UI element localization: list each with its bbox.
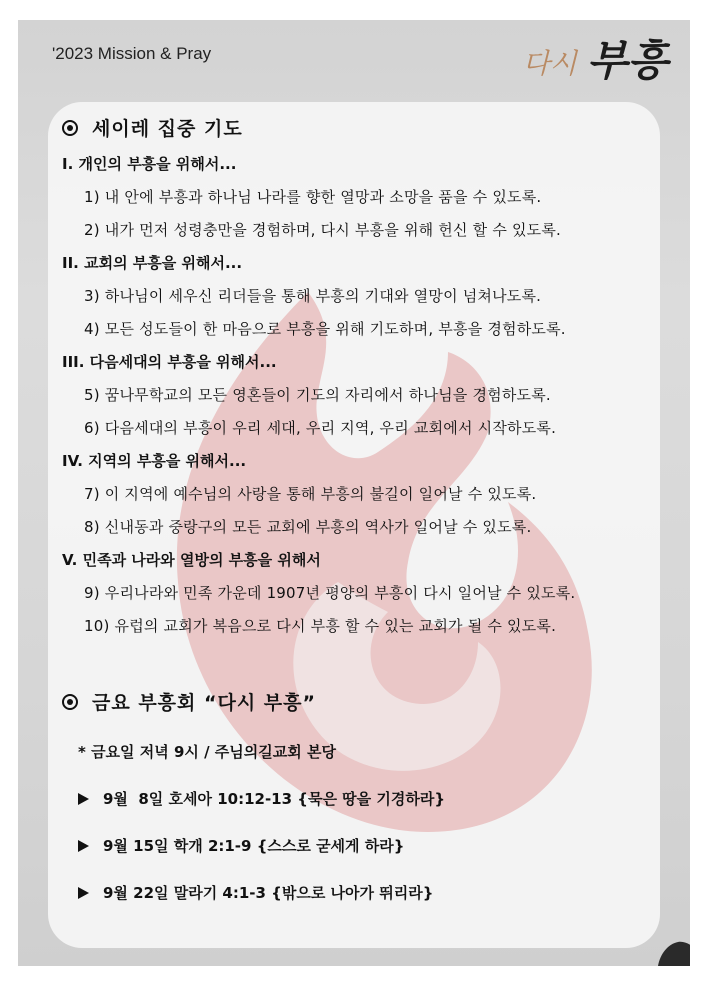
triangle-bullet-icon [78, 840, 89, 852]
sermon-item [78, 882, 650, 903]
section-title-revival [62, 688, 650, 715]
prayer-item: 7) 이 지역에 예수님의 사랑을 통해 부흥의 불길이 일어날 수 있도록. [84, 485, 537, 503]
logo-bold-text: 부흥 [586, 36, 668, 85]
prayer-group [62, 153, 650, 240]
sermon-text: 9월 22일 말라기 4:1-3 {밖으로 나아가 뛰리라} [103, 884, 434, 902]
poster [18, 20, 690, 966]
triangle-bullet-icon [78, 793, 89, 805]
group-title: III. 다음세대의 부흥을 위해서... [62, 353, 277, 371]
prayer-group [62, 351, 650, 438]
section-title-text: 금요 부흥회 “다시 부흥” [92, 692, 317, 714]
prayer-item: 10) 유럽의 교회가 복음으로 다시 부흥 할 수 있는 교회가 될 수 있도록. [84, 617, 557, 635]
sermon-text: 9월 15일 학개 2:1-9 {스스로 굳세게 하라} [103, 837, 405, 855]
group-title: V. 민족과 나라와 열방의 부흥을 위해서 [62, 551, 321, 569]
prayer-item: 9) 우리나라와 민족 가운데 1907년 평양의 부흥이 다시 일어날 수 있도록. [84, 584, 576, 602]
prayer-group [62, 252, 650, 339]
section-title-prayer [62, 114, 650, 141]
prayer-item: 5) 꿈나무학교의 모든 영혼들이 기도의 자리에서 하나님을 경험하도록. [84, 386, 551, 404]
section-title-text: 세이레 집중 기도 [92, 118, 243, 140]
prayer-item: 1) 내 안에 부흥과 하나님 나라를 향한 열망과 소망을 품을 수 있도록. [84, 188, 542, 206]
corner-decoration-icon [654, 932, 690, 966]
group-title: IV. 지역의 부흥을 위해서... [62, 452, 247, 470]
circle-bullet-icon [62, 694, 78, 710]
content-panel [48, 102, 660, 948]
prayer-item: 4) 모든 성도들이 한 마음으로 부흥을 위해 기도하며, 부흥을 경험하도록. [84, 320, 566, 338]
sermon-text: 9월 8일 호세아 10:12-13 {묵은 땅을 기경하라} [103, 790, 446, 808]
circle-bullet-icon [62, 120, 78, 136]
prayer-group [62, 549, 650, 636]
sermon-item [78, 835, 650, 856]
content [62, 114, 650, 903]
header-year: '2023 Mission & Pray [52, 44, 212, 63]
triangle-bullet-icon [78, 887, 89, 899]
prayer-group [62, 450, 650, 537]
schedule-note: * 금요일 저녁 9시 / 주님의길교회 본당 [78, 743, 336, 761]
prayer-item: 3) 하나님이 세우신 리더들을 통해 부흥의 기대와 열망이 넘쳐나도록. [84, 287, 542, 305]
logo [522, 36, 668, 85]
prayer-item: 2) 내가 먼저 성령충만을 경험하며, 다시 부흥을 위해 헌신 할 수 있도록. [84, 221, 562, 239]
sermon-item [78, 788, 650, 809]
prayer-item: 8) 신내동과 중랑구의 모든 교회에 부흥의 역사가 일어날 수 있도록. [84, 518, 532, 536]
group-title: I. 개인의 부흥을 위해서... [62, 155, 237, 173]
prayer-item: 6) 다음세대의 부흥이 우리 세대, 우리 지역, 우리 교회에서 시작하도록. [84, 419, 557, 437]
logo-light-text: 다시 [522, 47, 577, 80]
group-title: II. 교회의 부흥을 위해서... [62, 254, 243, 272]
